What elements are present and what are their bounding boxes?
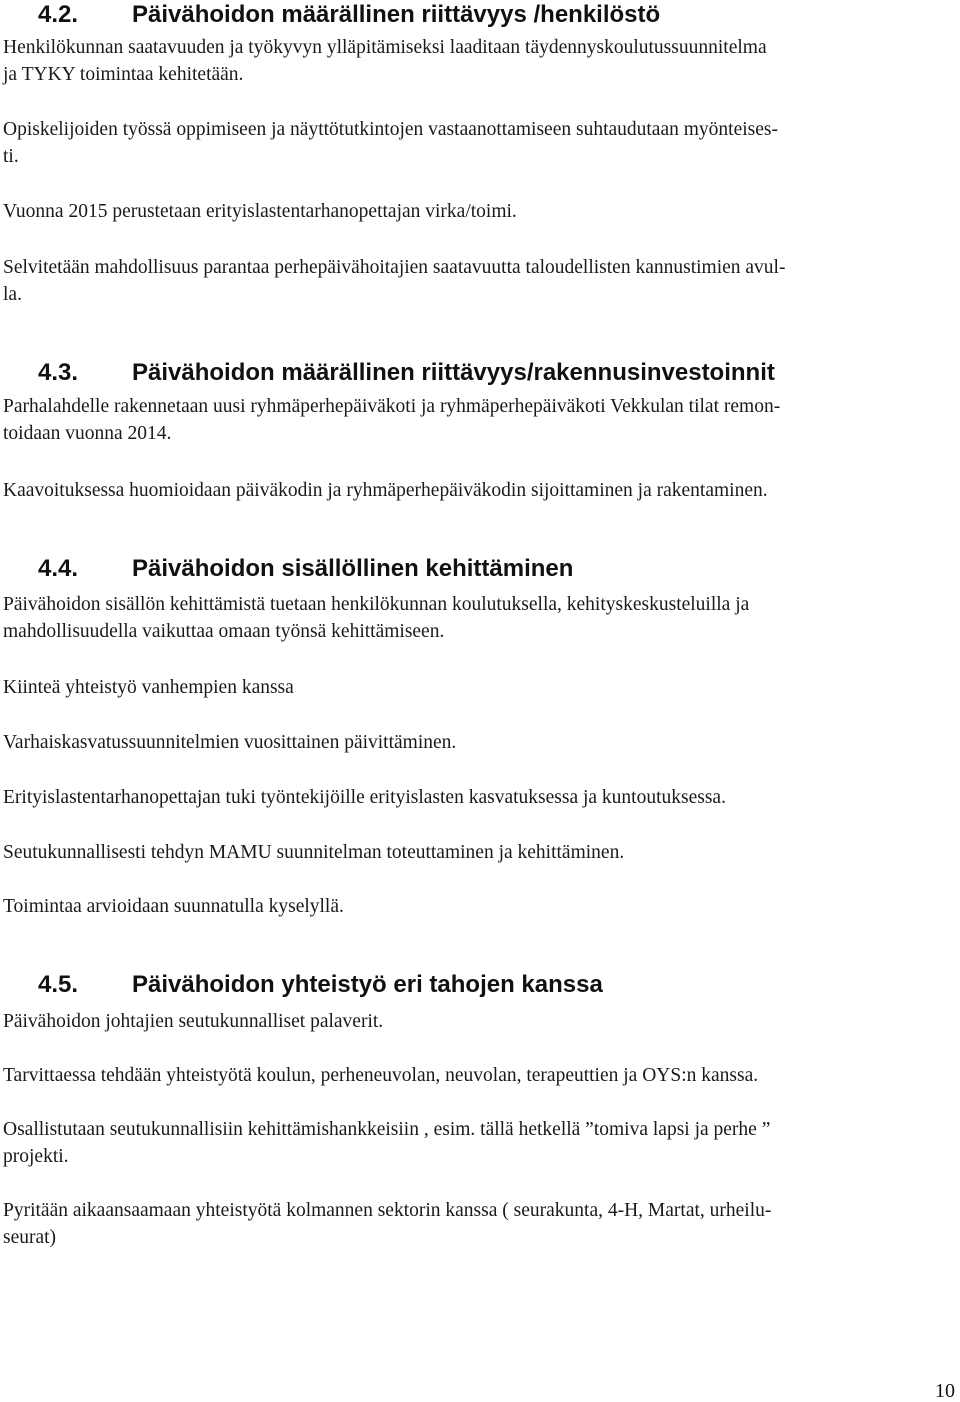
paragraph [3,674,948,701]
text-line: Kaavoituksessa huomioidaan päiväkodin ja ryhmäperhepäiväkodin sijoittaminen ja rakentaminen. [3,480,768,501]
text-line: Päivähoidon johtajien seutukunnalliset palaverit. [3,1011,384,1032]
text-line: Osallistutaan seutukunnallisiin kehittämishankkeisiin , esim. tällä hetkellä ”tomiva lapsi ja perhe ” [3,1119,771,1140]
text-line: ti. [3,146,19,167]
text-line: Vuonna 2015 perustetaan erityislastentarhanopettajan virka/toimi. [3,201,517,222]
section-number: 4.2. [38,1,79,28]
section-heading-4-3 [38,358,775,388]
text-line: Päivähoidon sisällön kehittämistä tuetaan henkilökunnan koulutuksella, kehityskeskusteluilla ja [3,594,750,615]
section-number: 4.3. [38,359,79,386]
section-title: Päivähoidon määrällinen riittävyys/rakennusinvestoinnit [132,359,775,386]
text-line: Opiskelijoiden työssä oppimiseen ja näyttötutkintojen vastaanottamiseen suhtaudutaan myönteises- [3,119,778,140]
paragraph [3,1116,948,1170]
text-line: Parhalahdelle rakennetaan uusi ryhmäperhepäiväkoti ja ryhmäperhepäiväkoti Vekkulan tilat remon- [3,396,781,417]
text-line: Erityislastentarhanopettajan tuki työntekijöille erityislasten kasvatuksessa ja kuntoutuksessa. [3,787,726,808]
paragraph [3,477,948,504]
paragraph [3,1062,948,1089]
paragraph [3,1197,948,1251]
text-line: projekti. [3,1146,69,1167]
paragraph [3,1008,948,1035]
page-number: 10 [935,1380,955,1402]
section-title: Päivähoidon määrällinen riittävyys /henkilöstö [132,1,661,28]
section-title: Päivähoidon yhteistyö eri tahojen kanssa [132,971,603,998]
text-line: Selvitetään mahdollisuus parantaa perhepäivähoitajien saatavuutta taloudellisten kannustimien avul- [3,257,786,278]
paragraph [3,784,948,811]
paragraph [3,34,948,88]
paragraph [3,254,948,308]
text-line: ja TYKY toimintaa kehitetään. [3,64,244,85]
section-number: 4.4. [38,555,79,582]
paragraph [3,591,948,645]
paragraph [3,393,948,447]
section-heading-4-4 [38,554,573,584]
text-line: toidaan vuonna 2014. [3,423,172,444]
paragraph [3,116,948,170]
text-line: Pyritään aikaansaamaan yhteistyötä kolmannen sektorin kanssa ( seurakunta, 4-H, Martat, urheilu- [3,1200,772,1221]
section-number: 4.5. [38,971,79,998]
text-line: Toimintaa arvioidaan suunnatulla kyselyllä. [3,896,344,917]
paragraph [3,729,948,756]
text-line: mahdollisuudella vaikuttaa omaan työnsä kehittämiseen. [3,621,445,642]
text-line: Kiinteä yhteistyö vanhempien kanssa [3,677,294,698]
section-heading-4-2 [38,0,660,30]
text-line: la. [3,284,22,305]
text-line: Varhaiskasvatussuunnitelmien vuosittainen päivittäminen. [3,732,457,753]
paragraph [3,839,948,866]
text-line: Henkilökunnan saatavuuden ja työkyvyn ylläpitämiseksi laaditaan täydennyskoulutussuunnitelma [3,37,767,58]
text-line: seurat) [3,1227,57,1248]
text-line: Tarvittaessa tehdään yhteistyötä koulun, perheneuvolan, neuvolan, terapeuttien ja OYS:n kanssa. [3,1065,759,1086]
text-line: Seutukunnallisesti tehdyn MAMU suunnitelman toteuttaminen ja kehittäminen. [3,842,625,863]
section-heading-4-5 [38,970,603,1000]
paragraph [3,198,948,225]
paragraph [3,893,948,920]
section-title: Päivähoidon sisällöllinen kehittäminen [132,555,574,582]
